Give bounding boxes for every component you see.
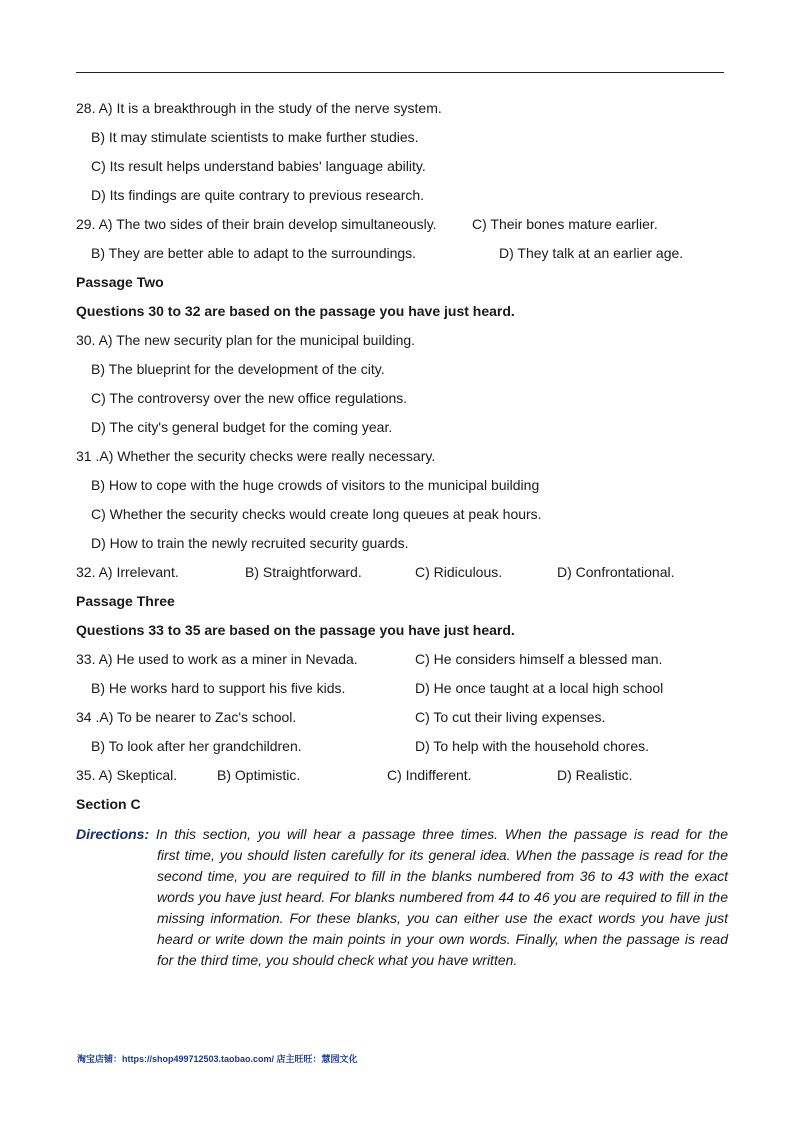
q33-option-c: C) He considers himself a blessed man. — [415, 651, 663, 667]
passage-two-instruction: Questions 30 to 32 are based on the passage you have just heard. — [76, 303, 515, 319]
directions-first-text: In this section, you will hear a passage three times. When the passage is read for the — [155, 826, 729, 842]
directions-body: first time, you should listen carefully for its general idea. When the passage is read for the second time, you are required to fill in the blanks numbered from 36 to 43 with the exact words you have just heard. For blanks numbered from 44 to 46 you are required to fill in the missing information. For these blanks, you can either use the exact words you have just heard or write down the main points in your own words. Finally, when the passage is read for the third time, you should check what you have written. — [157, 847, 728, 968]
q29-option-a: 29. A) The two sides of their brain develop simultaneously. — [76, 216, 437, 232]
q29-option-c: C) Their bones mature earlier. — [472, 216, 658, 232]
q35-option-a: 35. A) Skeptical. — [76, 767, 178, 783]
q30-option-c: C) The controversy over the new office regulations. — [91, 390, 408, 406]
passage-three-instruction: Questions 33 to 35 are based on the passage you have just heard. — [76, 622, 515, 638]
q30-option-b: B) The blueprint for the development of the city. — [91, 361, 385, 377]
q32-option-a: 32. A) Irrelevant. — [76, 564, 179, 580]
directions-label: Directions: — [76, 826, 150, 842]
q31-option-a: 31 .A) Whether the security checks were really necessary. — [76, 448, 436, 464]
q34-option-b: B) To look after her grandchildren. — [91, 738, 302, 754]
q31-option-d: D) How to train the newly recruited security guards. — [91, 535, 409, 551]
q28-option-a: 28. A) It is a breakthrough in the study of the nerve system. — [76, 100, 442, 116]
q29-option-b: B) They are better able to adapt to the surroundings. — [91, 245, 417, 261]
q33-option-b: B) He works hard to support his five kids. — [91, 680, 346, 696]
header-rule — [76, 72, 724, 73]
q35-option-d: D) Realistic. — [557, 767, 633, 783]
q33-option-a: 33. A) He used to work as a miner in Nevada. — [76, 651, 358, 667]
q32-option-b: B) Straightforward. — [245, 564, 362, 580]
q35-option-c: C) Indifferent. — [387, 767, 472, 783]
q31-option-b: B) How to cope with the huge crowds of visitors to the municipal building — [91, 477, 540, 493]
q34-option-c: C) To cut their living expenses. — [415, 709, 606, 725]
q34-option-d: D) To help with the household chores. — [415, 738, 649, 754]
q35-option-b: B) Optimistic. — [217, 767, 301, 783]
directions-first-line — [76, 824, 728, 845]
q32-option-c: C) Ridiculous. — [415, 564, 503, 580]
q28-option-b: B) It may stimulate scientists to make further studies. — [91, 129, 419, 145]
section-c-directions — [76, 824, 728, 971]
section-c-title: Section C — [76, 796, 141, 812]
q33-option-d: D) He once taught at a local high school — [415, 680, 664, 696]
q34-option-a: 34 .A) To be nearer to Zac's school. — [76, 709, 297, 725]
q28-option-c: C) Its result helps understand babies' language ability. — [91, 158, 426, 174]
q29-option-d: D) They talk at an earlier age. — [499, 245, 684, 261]
q28-option-d: D) Its findings are quite contrary to previous research. — [91, 187, 425, 203]
passage-three-title: Passage Three — [76, 593, 175, 609]
q30-option-a: 30. A) The new security plan for the municipal building. — [76, 332, 416, 348]
q31-option-c: C) Whether the security checks would create long queues at peak hours. — [91, 506, 542, 522]
passage-two-title: Passage Two — [76, 274, 164, 290]
q30-option-d: D) The city's general budget for the coming year. — [91, 419, 393, 435]
q32-option-d: D) Confrontational. — [557, 564, 675, 580]
footer-shop-link[interactable]: 淘宝店铺：https://shop499712503.taobao.com/ 店主旺旺：慧园文化 — [77, 1054, 358, 1064]
